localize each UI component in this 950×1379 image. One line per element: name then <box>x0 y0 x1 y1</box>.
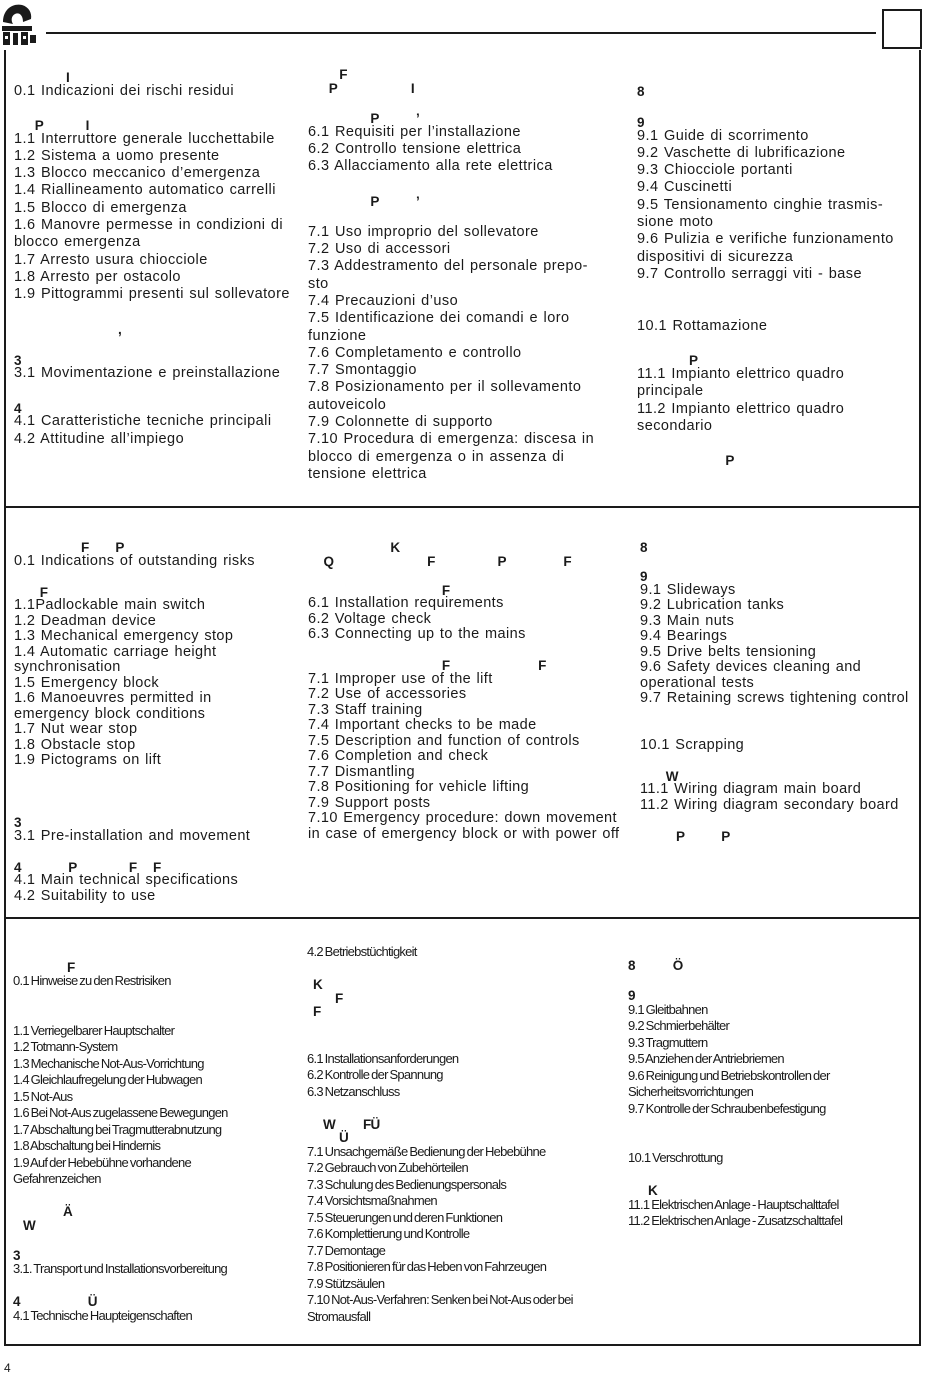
toc-heading: K <box>308 540 401 555</box>
toc-entry: 4.1 Caratteristiche tecniche principali <box>14 413 272 430</box>
toc-entry <box>640 722 909 738</box>
toc-entry <box>637 435 894 452</box>
toc-entry <box>628 1167 842 1184</box>
toc-italian-column-1 <box>14 69 290 448</box>
toc-entry: 7.8 Positioning for vehicle lifting <box>308 779 530 795</box>
toc-entry: 10.1 Rottamazione <box>637 317 768 334</box>
toc-entry <box>640 554 909 570</box>
toc-entry: 7.4 Vorsichtsmaßnahmen <box>307 1193 437 1208</box>
toc-entry <box>637 301 894 318</box>
toc-entry: 9.5 Anziehen der Antriebriemen <box>628 1051 784 1066</box>
toc-entry: 11.2 Impianto elettrico quadro <box>637 400 845 417</box>
toc-entry <box>308 567 619 583</box>
toc-entry: 7.9 Support posts <box>308 794 431 811</box>
toc-heading: 8 Ö <box>628 958 683 973</box>
toc-entry: Stromausfall <box>307 1308 371 1324</box>
toc-heading: 8 <box>640 540 648 555</box>
toc-entry: 9.1 Gleitbahnen <box>628 1001 708 1017</box>
toc-heading: Ä <box>13 1204 73 1219</box>
toc-entry: 4.2 Suitability to use <box>14 887 156 904</box>
toc-entry: 1.8 Arresto per ostacolo <box>14 268 181 285</box>
toc-entry: 1.3 Blocco meccanico d’emergenza <box>14 165 261 182</box>
toc-entry: 4.1 Technische Haupteigenschaften <box>13 1307 192 1323</box>
toc-entry: 1.8 Obstacle stop <box>14 736 136 753</box>
toc-entry: 7.6 Komplettierung und Kontrolle <box>307 1226 470 1241</box>
toc-entry: 9.2 Lubrication tanks <box>640 597 785 613</box>
toc-entry: 6.1 Installation requirements <box>308 595 504 611</box>
toc-heading: W <box>13 1217 35 1233</box>
toc-entry: 7.6 Completion and check <box>308 748 489 764</box>
toc-heading: P ’ <box>308 193 421 209</box>
toc-heading: 9 <box>640 569 648 584</box>
toc-heading: P <box>637 453 735 469</box>
toc-entry <box>307 1018 573 1035</box>
toc-entry <box>13 1188 228 1205</box>
toc-heading: F <box>307 990 343 1006</box>
toc-entry: 9.4 Bearings <box>640 628 728 644</box>
section-divider-italian-english <box>4 506 921 508</box>
toc-entry: 6.2 Kontrolle der Spannung <box>307 1067 443 1082</box>
toc-heading: I <box>14 70 71 85</box>
toc-german-column-3 <box>628 958 842 1230</box>
toc-entry <box>14 382 290 399</box>
toc-heading: F P <box>14 540 125 555</box>
toc-entry: 7.3 Addestramento del personale prepo- <box>308 258 588 275</box>
toc-entry: 7.3 Staff training <box>308 701 423 718</box>
toc-entry: 7.2 Use of accessories <box>308 686 467 702</box>
toc-heading: K <box>307 977 323 992</box>
toc-entry <box>14 569 255 585</box>
toc-entry: 1.6 Manovre permesse in condizioni di <box>14 217 284 234</box>
toc-entry: 0.1 Hinweise zu den Restrisiken <box>13 973 171 988</box>
toc-entry: 1.8 Abschaltung bei Hindernis <box>13 1138 161 1153</box>
toc-entry: 11.1 Impianto elettrico quadro <box>637 365 845 382</box>
toc-entry: 7.8 Posizionamento per il sollevamento <box>308 379 582 396</box>
toc-entry: 3.1. Transport und Installationsvorbereitung <box>13 1261 228 1276</box>
toc-entry: 9.3 Main nuts <box>640 612 735 629</box>
toc-entry: 1.7 Nut wear stop <box>14 721 138 737</box>
toc-entry: dispositivi di sicurezza <box>637 248 794 265</box>
toc-entry: 1.4 Riallineamento automatico carrelli <box>14 182 276 199</box>
toc-entry: 6.2 Controllo tensione elettrica <box>308 141 522 158</box>
toc-entry: 7.5 Steuerungen und deren Funktionen <box>307 1209 503 1225</box>
toc-entry: 1.2 Totmann-System <box>13 1039 118 1054</box>
toc-entry: 1.1 Interruttore generale lucchettabile <box>14 130 275 147</box>
toc-entry: 7.8 Positionieren für das Heben von Fahrzeugen <box>307 1259 547 1274</box>
toc-entry: 7.5 Description and function of controls <box>308 732 580 749</box>
toc-heading: 3 <box>14 815 22 830</box>
toc-entry: 1.9 Auf der Hebebühne vorhandene <box>13 1154 192 1170</box>
toc-heading: Q F P F <box>308 553 572 569</box>
toc-entry: in case of emergency block or with power off <box>308 825 620 842</box>
toc-entry <box>14 844 255 860</box>
toc-entry: emergency block conditions <box>14 705 206 722</box>
toc-entry: 7.7 Smontaggio <box>308 362 417 379</box>
toc-heading: 8 <box>637 84 645 100</box>
toc-heading: Ü <box>307 1130 349 1145</box>
toc-entry: 1.9 Pictograms on lift <box>14 752 162 768</box>
toc-entry: sto <box>308 275 329 292</box>
toc-entry: 9.3 Chiocciole portanti <box>637 162 793 179</box>
toc-entry: 0.1 Indications of outstanding risks <box>14 552 255 569</box>
toc-entry: 6.3 Connecting up to the mains <box>308 626 526 642</box>
toc-heading: 4 <box>14 400 22 416</box>
toc-entry <box>640 813 909 829</box>
toc-entry: 6.2 Voltage check <box>308 610 432 627</box>
toc-heading: 4 Ü <box>13 1294 97 1309</box>
toc-entry: 9.7 Kontrolle der Schraubenbefestigung <box>628 1100 826 1116</box>
toc-entry: 9.7 Controllo serraggi viti - base <box>637 265 863 282</box>
toc-english-column-2 <box>308 540 619 842</box>
toc-heading: 4 P F F <box>14 859 162 875</box>
page-number: 4 <box>4 1361 11 1375</box>
toc-entry: 7.4 Precauzioni d’uso <box>308 292 459 309</box>
toc-entry <box>637 66 894 83</box>
toc-entry: principale <box>637 383 704 400</box>
toc-entry: 4.1 Main technical specifications <box>14 872 239 888</box>
toc-heading: F <box>307 1004 321 1019</box>
toc-heading: 9 <box>628 988 635 1003</box>
toc-entry: 6.1 Installationsanforderungen <box>307 1050 459 1066</box>
toc-entry: 7.10 Procedura di emergenza: discesa in <box>308 431 595 448</box>
toc-entry: 7.10 Not-Aus-Verfahren: Senken bei Not-Aus oder bei <box>307 1292 573 1307</box>
toc-entry: 1.3 Mechanical emergency stop <box>14 628 234 644</box>
section-divider-english-german <box>4 917 921 919</box>
brand-logo-icon <box>0 0 42 48</box>
toc-entry: 11.1 Elektrischen Anlage - Hauptschalttafel <box>628 1196 839 1212</box>
toc-entry <box>628 1134 842 1151</box>
toc-entry <box>308 643 619 659</box>
toc-entry: 1.5 Not-Aus <box>13 1088 73 1104</box>
toc-entry: 7.9 Stützsäulen <box>307 1275 385 1291</box>
page-header-box <box>882 9 922 49</box>
toc-entry <box>14 769 255 785</box>
toc-entry: tensione elettrica <box>308 465 427 482</box>
toc-entry: 11.2 Wiring diagram secondary board <box>640 796 899 813</box>
toc-entry: 9.5 Drive belts tensioning <box>640 643 817 660</box>
toc-entry: 7.3 Schulung des Bedienungspersonals <box>307 1176 507 1192</box>
toc-entry: 1.1Padlockable main switch <box>14 597 206 613</box>
toc-entry: 1.5 Blocco di emergenza <box>14 199 187 216</box>
toc-entry: 1.5 Emergency block <box>14 674 159 691</box>
toc-entry: 11.2 Elektrischen Anlage - Zusatzschalttafel <box>628 1213 843 1228</box>
toc-entry <box>628 972 842 989</box>
toc-entry: 9.2 Schmierbehälter <box>628 1018 730 1033</box>
toc-entry: 9.1 Slideways <box>640 581 736 598</box>
toc-heading: P I <box>308 80 416 96</box>
toc-heading: 3 <box>14 352 22 368</box>
toc-entry: 7.1 Uso improprio del sollevatore <box>308 223 539 240</box>
toc-heading: , <box>14 321 123 337</box>
toc-entry <box>640 707 909 723</box>
toc-entry: 4.2 Betriebstüchtigkeit <box>307 944 417 959</box>
toc-entry: 7.9 Colonnette di supporto <box>308 414 493 431</box>
toc-heading: 3 <box>13 1247 20 1263</box>
toc-entry: 7.4 Important checks to be made <box>308 717 537 733</box>
toc-entry: 9.5 Tensionamento cinghie trasmis- <box>637 196 884 213</box>
toc-german-column-1 <box>13 943 228 1324</box>
toc-entry <box>13 990 228 1007</box>
toc-entry: 1.6 Manoeuvres permitted in <box>14 690 212 706</box>
toc-entry: 11.1 Wiring diagram main board <box>640 781 862 797</box>
toc-entry: 1.6 Bei Not-Aus zugelassene Bewegungen <box>13 1105 228 1120</box>
toc-entry <box>13 943 228 960</box>
toc-entry: 4.2 Attitudine all’impiego <box>14 430 185 447</box>
toc-heading: F <box>13 959 75 975</box>
toc-entry: 6.3 Netzanschluss <box>307 1083 400 1099</box>
toc-entry: autoveicolo <box>308 396 387 413</box>
toc-entry: 7.1 Unsachgemäße Bedienung der Hebebühne <box>307 1143 546 1159</box>
toc-entry: 7.2 Gebrauch von Zubehörteilen <box>307 1160 468 1175</box>
toc-entry: 9.7 Retaining screws tightening control <box>640 690 909 706</box>
toc-heading: W FÜ <box>307 1116 380 1132</box>
toc-entry <box>13 1278 228 1295</box>
toc-entry: 7.7 Dismantling <box>308 763 415 780</box>
toc-entry <box>637 97 894 114</box>
toc-entry <box>308 176 594 193</box>
toc-entry: synchronisation <box>14 659 121 675</box>
toc-heading: F <box>14 584 49 600</box>
toc-entry: 6.3 Allacciamento alla rete elettrica <box>308 158 553 175</box>
toc-entry: 1.4 Automatic carriage height <box>14 643 217 660</box>
toc-entry: blocco emergenza <box>14 234 141 251</box>
toc-entry: 10.1 Scrapping <box>640 736 745 753</box>
toc-heading: F <box>308 582 451 598</box>
toc-entry: 9.6 Safety devices cleaning and <box>640 659 862 675</box>
toc-entry: 7.2 Uso di accessori <box>308 241 451 258</box>
toc-entry: 9.6 Reinigung und Betriebskontrollen der <box>628 1067 830 1083</box>
toc-entry: 1.2 Sistema a uomo presente <box>14 147 220 164</box>
toc-entry: Gefahrenzeichen <box>13 1171 101 1186</box>
toc-entry <box>637 335 894 352</box>
toc-entry: 1.3 Mechanische Not-Aus-Vorrichtung <box>13 1055 204 1071</box>
toc-heading: P <box>637 353 699 369</box>
toc-entry <box>14 784 255 800</box>
toc-entry <box>14 100 290 117</box>
toc-heading: P ’ <box>308 111 421 127</box>
toc-entry: 9.4 Cuscinetti <box>637 179 733 196</box>
toc-entry: 7.5 Identificazione dei comandi e loro <box>308 310 570 327</box>
toc-heading: K <box>628 1183 658 1198</box>
toc-entry: 7.1 Improper use of the lift <box>308 670 493 687</box>
toc-entry: 1.2 Deadman device <box>14 612 157 629</box>
toc-heading: W <box>640 768 679 784</box>
toc-entry <box>628 1117 842 1134</box>
toc-english-column-1 <box>14 540 255 904</box>
toc-entry: 3.1 Movimentazione e preinstallazione <box>14 365 281 382</box>
toc-entry: 3.1 Pre-installation and movement <box>14 827 251 844</box>
toc-entry: funzione <box>308 327 367 344</box>
toc-italian-column-3 <box>637 66 894 469</box>
toc-entry: 9.6 Pulizia e verifiche funzionamento <box>637 231 894 248</box>
toc-heading: F <box>308 67 348 82</box>
toc-entry: 10.1 Verschrottung <box>628 1150 723 1165</box>
toc-entry <box>13 1006 228 1023</box>
toc-entry: 7.10 Emergency procedure: down movement <box>308 810 617 826</box>
toc-heading: P P <box>640 828 731 844</box>
toc-entry: 1.4 Gleichlaufregelung der Hubwagen <box>13 1072 203 1087</box>
toc-entry <box>640 753 909 769</box>
toc-entry: 1.1 Verriegelbarer Hauptschalter <box>13 1022 175 1038</box>
toc-heading: P I <box>14 118 90 134</box>
header-rule <box>46 32 876 34</box>
toc-entry: 7.6 Completamento e controllo <box>308 344 522 361</box>
toc-entry <box>307 961 573 978</box>
toc-heading: F F <box>308 658 547 673</box>
toc-entry: secondario <box>637 417 713 434</box>
toc-entry <box>307 1034 573 1051</box>
toc-entry: 9.2 Vaschette di lubrificazione <box>637 144 846 161</box>
toc-entry: 9.1 Guide di scorrimento <box>637 127 809 144</box>
toc-entry: 1.7 Abschaltung bei Tragmutterabnutzung <box>13 1121 222 1137</box>
toc-entry <box>637 283 894 300</box>
toc-entry: 0.1 Indicazioni dei rischi residui <box>14 82 234 99</box>
toc-entry <box>307 1100 573 1117</box>
toc-entry: 1.7 Arresto usura chiocciole <box>14 251 208 268</box>
toc-entry: sione moto <box>637 214 714 231</box>
toc-entry <box>14 304 290 321</box>
toc-entry: Sicherheitsvorrichtungen <box>628 1084 754 1099</box>
toc-entry: 1.9 Pittogrammi presenti sul sollevatore <box>14 286 290 303</box>
toc-entry: 9.3 Tragmuttern <box>628 1034 708 1050</box>
toc-entry: blocco di emergenza o in assenza di <box>308 448 565 465</box>
toc-italian-column-2 <box>308 66 594 483</box>
toc-entry: 7.7 Demontage <box>307 1242 386 1258</box>
toc-heading: 9 <box>637 115 645 131</box>
toc-english-column-3 <box>640 540 909 842</box>
toc-entry <box>14 800 255 816</box>
toc-german-column-2 <box>307 944 573 1325</box>
toc-entry <box>13 1231 228 1248</box>
toc-entry <box>308 206 594 223</box>
toc-entry: operational tests <box>640 674 755 691</box>
toc-entry: 6.1 Requisiti per l’installazione <box>308 123 521 140</box>
